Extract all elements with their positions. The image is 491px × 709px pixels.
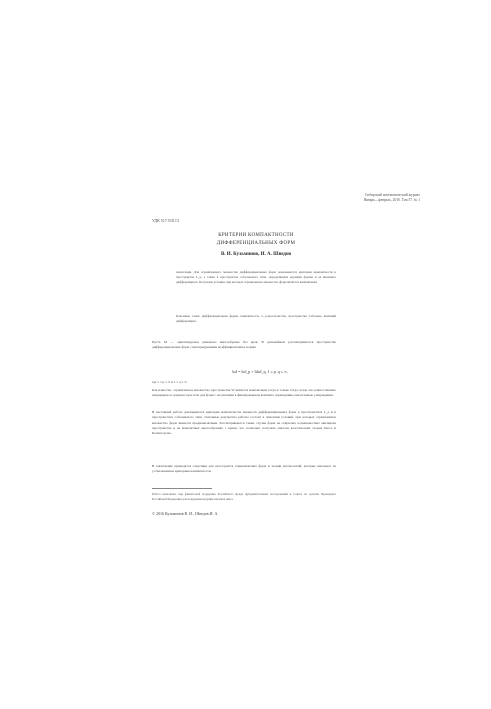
journal-header-line: Январь—февраль, 2016. Том 57, № 1 xyxy=(363,198,420,202)
body-paragraph: В заключение приводятся следствия для пространств гармонических форм и теории когомологий, которые вытекают из установленных критериев компактности. xyxy=(152,464,336,474)
footnote-divider xyxy=(152,488,212,489)
udc-code: УДК 517.518.13 xyxy=(152,218,179,223)
keywords: Ключевые слова: дифференциальная форма, компактность, L_p-пространство, пространство Соболева, внешний дифференциал. xyxy=(176,314,336,324)
journal-header-line: Сибирский математический журнал xyxy=(364,193,420,197)
body-paragraph: Как известно, ограниченное множество пространства W является компактным тогда и только тогда, когда оно равностепенно непрерывно в среднем; при этом для форм с носителями в фиксированном компакте справедливы аналогичные утверждения. xyxy=(152,388,336,398)
paper-title xyxy=(176,232,336,247)
footnote: Работа выполнена при финансовой поддержке Российского фонда фундаментальных исследований и Совета по грантам Президента Российской Федерации для поддержки ведущих научных школ. xyxy=(152,492,336,501)
abstract: Аннотация. Для ограниченного множества дифференциальных форм доказываются критерии компактности в пространстве L_p, а также в пространстве соболевского типа, определяемом нормами формы и её внешнего дифференциала. Получены условия, при которых ограниченное множество форм является компактным. xyxy=(176,270,336,285)
paper-authors: В. И. Кузьминов, И. А. Шведов xyxy=(220,252,292,257)
body-paragraph: В настоящей работе доказываются критерии компактности множеств дифференциальных форм в пространствах L_p и в пространствах соболевского типа. Основные результаты работы состоят в описании условий, при которых ограниченное множество форм является предкомпактным. Рассматриваются также случаи форм на открытых подмножествах евклидова пространства и на компактных многообразиях с краем, что позволяет получить аналоги классических теорем Рисса и Колмогорова. xyxy=(152,410,336,436)
journal-header xyxy=(300,193,420,203)
display-formula: ‖ω‖ = ‖ω‖_p + ‖dω‖_q, 1 ≤ p, q ≤ ∞, xyxy=(232,369,288,374)
title-line: КРИТЕРИИ КОМПАКТНОСТИ xyxy=(218,233,294,238)
body-paragraph: Пусть M — ориентируемое риманово многообразие без края. В дальнейшем рассматриваются пространства дифференциальных форм с интегрируемыми коэффициентами и нормы xyxy=(152,340,336,350)
title-line: ДИФФЕРЕНЦИАЛЬНЫХ ФОРМ xyxy=(216,240,296,246)
copyright-notice: © 2016 Кузьминов В. И., Шведов И. А. xyxy=(152,511,219,516)
body-paragraph: где 1 ≤ p ≤ ∞ и 1 ≤ q ≤ ∞. xyxy=(152,380,188,384)
